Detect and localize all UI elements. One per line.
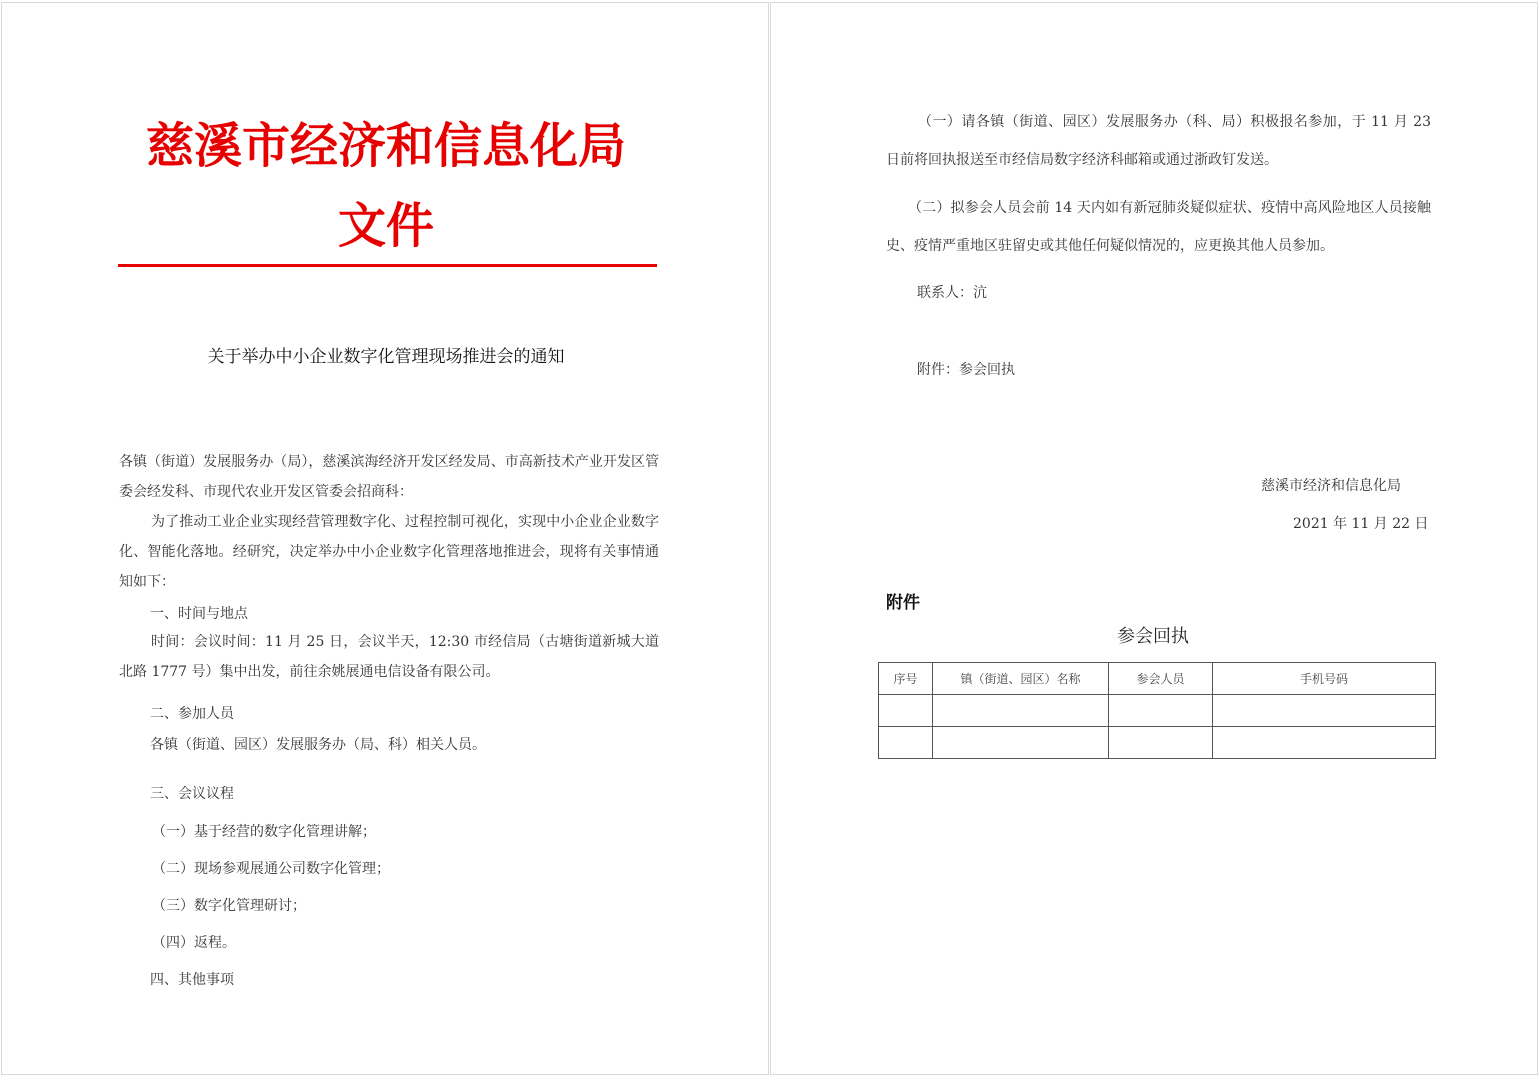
section3-heading: 三、会议议程 [150, 786, 234, 802]
document-page-left [1, 2, 769, 1075]
table-header-cell: 手机号码 [1213, 663, 1436, 695]
table-cell[interactable] [933, 695, 1109, 727]
section4-heading: 四、其他事项 [150, 972, 234, 988]
table-cell[interactable] [1109, 727, 1213, 759]
section2-body: 各镇（街道、园区）发展服务办（局、科）相关人员。 [150, 737, 486, 753]
agenda-item: （二）现场参观展通公司数字化管理； [152, 861, 390, 877]
agenda-item: （三）数字化管理研讨； [152, 898, 306, 914]
table-cell[interactable] [1213, 727, 1436, 759]
table-row [879, 727, 1436, 759]
signature-date: 2021 年 11 月 22 日 [1293, 516, 1429, 532]
receipt-title: 参会回执 [1117, 626, 1189, 647]
section1-body: 时间：会议时间：11 月 25 日，会议半天，12:30 市经信局（古塘街道新城大道北路 1777 号）集中出发，前往余姚展通电信设备有限公司。 [119, 634, 659, 680]
table-header-cell: 序号 [879, 663, 933, 695]
table-header-cell: 参会人员 [1109, 663, 1213, 695]
document-type-header: 文件 [337, 198, 434, 254]
table-cell[interactable] [879, 727, 933, 759]
table-header-row [879, 663, 1436, 695]
agenda-item: （四）返程。 [152, 935, 236, 951]
issuer-header: 慈溪市经济和信息化局 [145, 118, 626, 174]
annex-label: 附件 [886, 593, 920, 613]
addressee-paragraph: 各镇（街道）发展服务办（局），慈溪滨海经济开发区经发局、市高新技术产业开发区管委会经发科、市现代农业开发区管委会招商科： [119, 454, 659, 500]
intro-paragraph: 为了推动工业企业实现经营管理数字化、过程控制可视化，实现中小企业企业数字化、智能化落地。经研究，决定举办中小企业数字化管理落地推进会，现将有关事情通知如下： [119, 514, 659, 590]
table-cell[interactable] [1109, 695, 1213, 727]
table-row [879, 695, 1436, 727]
red-divider-line [118, 264, 657, 267]
attachment-line: 附件：参会回执 [917, 362, 1015, 378]
table-cell[interactable] [879, 695, 933, 727]
contact-line: 联系人：沆 [917, 285, 987, 301]
notice-title: 关于举办中小企业数字化管理现场推进会的通知 [207, 347, 565, 367]
table-cell[interactable] [1213, 695, 1436, 727]
document-page-right [770, 2, 1538, 1075]
other-item-1: （一）请各镇（街道、园区）发展服务办（科、局）积极报名参加，于 11 月 23 日前将回执报送至市经信局数字经济科邮箱或通过浙政钉发送。 [886, 114, 1431, 168]
agenda-item: （一）基于经营的数字化管理讲解； [152, 824, 376, 840]
table-cell[interactable] [933, 727, 1109, 759]
other-item-2: （二）拟参会人员会前 14 天内如有新冠肺炎疑似症状、疫情中高风险地区人员接触史、疫情严重地区驻留史或其他任何疑似情况的，应更换其他人员参加。 [886, 200, 1431, 254]
table-header-cell: 镇（街道、园区）名称 [933, 663, 1109, 695]
signature-organization: 慈溪市经济和信息化局 [1261, 478, 1401, 494]
section1-heading: 一、时间与地点 [150, 606, 248, 622]
receipt-table [878, 662, 1436, 759]
section2-heading: 二、参加人员 [150, 706, 234, 722]
